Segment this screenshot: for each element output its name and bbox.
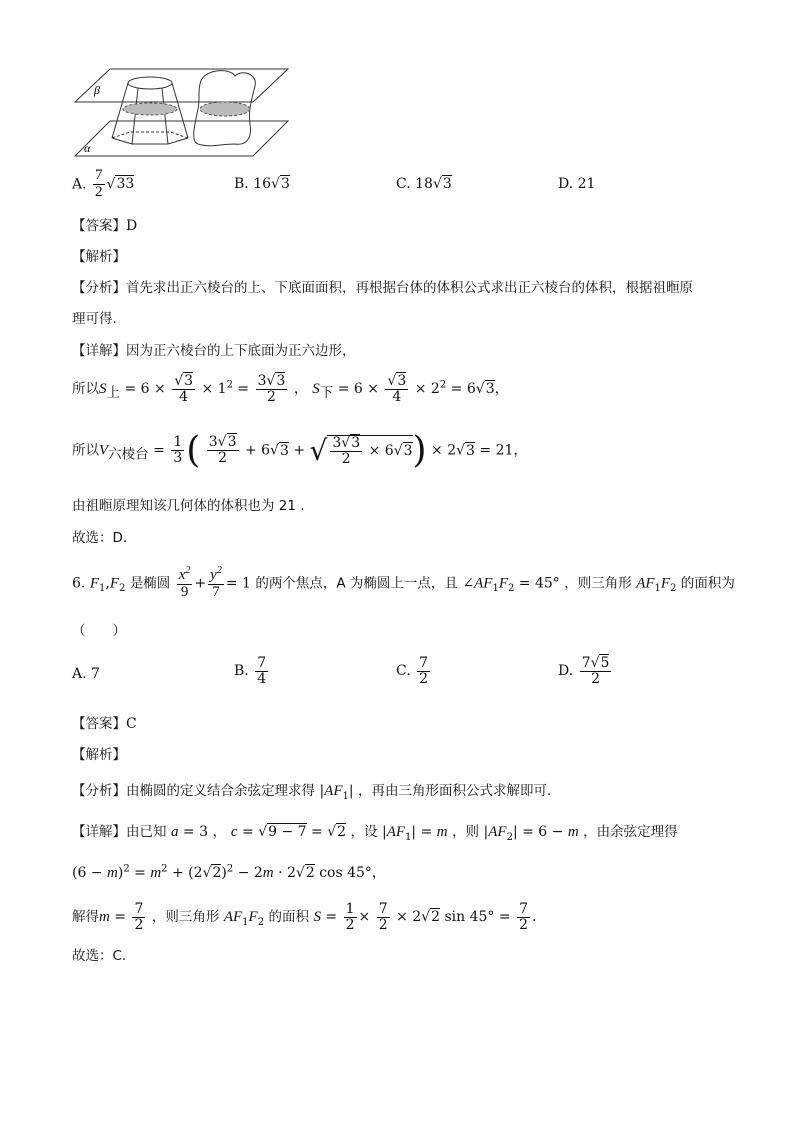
q5-choose: 故选：D. bbox=[72, 530, 128, 546]
q6-answer: 【答案】C bbox=[72, 716, 137, 732]
q5-jiexi-tag: 【解析】 bbox=[72, 249, 126, 265]
q6-option-d: D. $\frac{7√5}{2}$ bbox=[558, 655, 610, 687]
q6-jiexi-tag: 【解析】 bbox=[72, 747, 126, 763]
plane-alpha bbox=[75, 121, 288, 156]
q6-option-a: A. 7 bbox=[72, 666, 100, 682]
q6-solution: 解得m = $\frac{7}{2}$ ，则三角形 $AF_1F_2$ 的面积 S = $\frac{1}{2}$ × $\frac{7}{2}$ × 2√2 sin 45° = $\frac{7}{2}$ . bbox=[72, 901, 537, 933]
q5-conclusion: 由祖暅原理知该几何体的体积也为 21 . bbox=[72, 498, 305, 514]
irregular-solid bbox=[194, 71, 256, 146]
q6-paren: （ ） bbox=[72, 623, 126, 639]
q5-xiangjie-line1: 【详解】因为正六棱台的上下底面为正六边形， bbox=[72, 343, 356, 359]
q5-option-b: B. 16√3 bbox=[234, 176, 290, 192]
q5-volume-formula: 所以$V_{六棱台}$ = $\frac{1}{3}$ ( $\frac{3√3}{2}$ + 6√3 + √ $\frac{3√3}{2}$ × 6√3) × 2√3 = 21， bbox=[72, 430, 528, 471]
q6-option-b: B. $\frac{7}{4}$ bbox=[234, 655, 267, 687]
q5-area-formula: 所以$S_上 = 6$ × $\frac{√3}{4}$ × $1^2$ = $\frac{3√3}{2}$ ， $S_下 = 6$ × $\frac{√3}{4}$ × $2^2 = 6√3$， bbox=[72, 373, 509, 405]
q6-xiangjie-line1: 【详解】由已知 a = 3 ， c = √9 − 7 = √2 ，设 $|AF_1| = m$ ，则 $|AF_2| = 6 - m$ ，由余弦定理得 bbox=[72, 824, 678, 843]
q5-option-a: A. $\frac{7}{2}$ √33 bbox=[72, 167, 135, 200]
hexagonal-frustum bbox=[112, 77, 188, 144]
q5-option-c: C. 18√3 bbox=[396, 176, 452, 192]
q5-option-d: D. 21 bbox=[558, 176, 596, 192]
solid-figure bbox=[70, 64, 292, 160]
beta-label: β bbox=[94, 83, 100, 97]
q5-answer: 【答案】D bbox=[72, 218, 138, 234]
q6-stem: 6. $F_1,F_2$ 是椭圆 $\frac{x^2}{9}$ + $\frac{y^2}{7}$ = 1 的两个焦点，A 为椭圆上一点，且 $\angle AF_1F_2 = 45^\circ$ ，则三角形 $AF_1F_2$ 的面积为 bbox=[72, 565, 735, 600]
q6-cosine-equation: $(6 - m)^2 = m^2 + (2√2)^2 - 2m \cdot 2√2$ cos 45°， bbox=[72, 863, 386, 881]
alpha-label: α bbox=[84, 141, 91, 155]
q6-choose: 故选：C. bbox=[72, 948, 127, 964]
q5-fenxi-line2: 理可得. bbox=[72, 311, 117, 327]
q6-option-c: C. $\frac{7}{2}$ bbox=[396, 655, 429, 687]
q5-fenxi-line1: 【分析】首先求出正六棱台的上、下底面面积，再根据台体的体积公式求出正六棱台的体积，根据祖暅原 bbox=[72, 280, 693, 296]
plane-beta bbox=[75, 69, 288, 102]
q6-fenxi: 【分析】由椭圆的定义结合余弦定理求得 $|AF_1|$ ，再由三角形面积公式求解即可. bbox=[72, 783, 552, 802]
